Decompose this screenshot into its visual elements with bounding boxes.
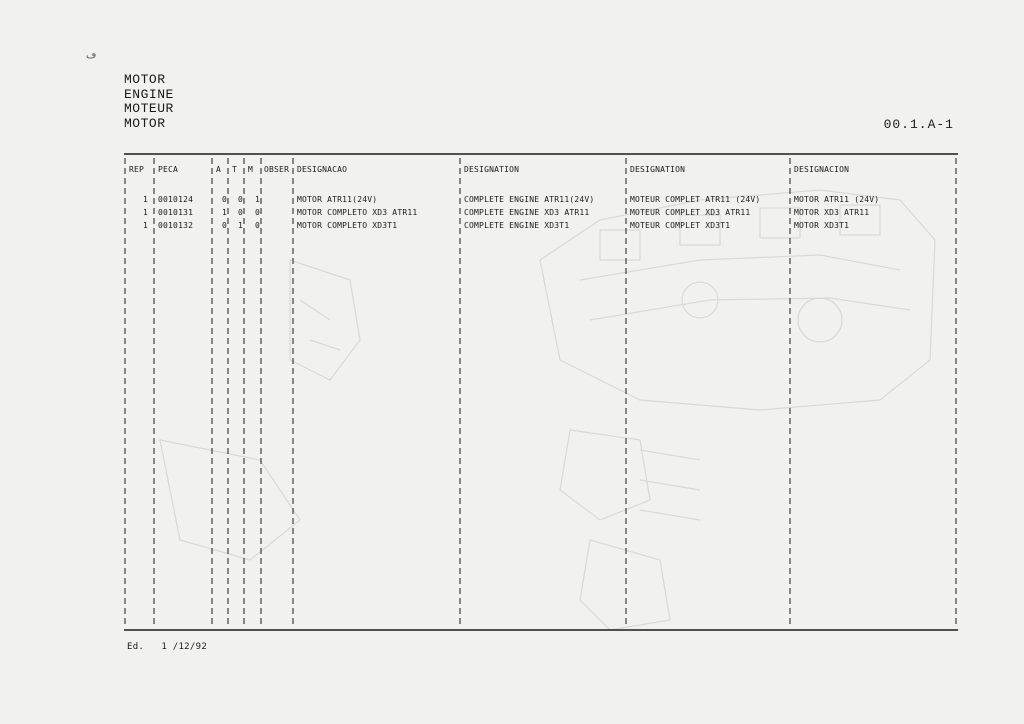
- cell-m: 0: [255, 208, 261, 217]
- cell-designacion: MOTOR ATR11 (24V): [794, 195, 880, 204]
- cell-designation-en: COMPLETE ENGINE XD3 ATR11: [464, 208, 590, 217]
- title-spanish: MOTOR: [124, 115, 166, 131]
- cell-designacion: MOTOR XD3 ATR11: [794, 208, 870, 217]
- edition-footer: [127, 642, 207, 652]
- cell-t: 0: [238, 195, 244, 204]
- title-portuguese: MOTOR: [124, 72, 166, 87]
- cell-designacao: MOTOR COMPLETO XD3T1: [297, 221, 398, 230]
- cell-designacion: MOTOR XD3T1: [794, 221, 850, 230]
- cell-rep: 1: [143, 221, 149, 230]
- cell-designation-en: COMPLETE ENGINE XD3T1: [464, 221, 570, 230]
- page-code: 00.1.A-1: [883, 117, 954, 132]
- corner-scribble: ڡ: [86, 50, 97, 61]
- col-header-a: A: [216, 165, 222, 174]
- cell-a: 0: [222, 221, 228, 230]
- cell-designation-en: COMPLETE ENGINE ATR11(24V): [464, 195, 595, 204]
- cell-designation-fr: MOTEUR COMPLET XD3T1: [630, 221, 731, 230]
- cell-peca: 0010124: [158, 195, 194, 204]
- cell-designacao: MOTOR ATR11(24V): [297, 195, 378, 204]
- title-english: ENGINE: [124, 86, 174, 102]
- col-header-designation-en: DESIGNATION: [464, 165, 520, 174]
- cell-designacao: MOTOR COMPLETO XD3 ATR11: [297, 208, 418, 217]
- cell-m: 0: [255, 221, 261, 230]
- col-header-designacion: DESIGNACION: [794, 165, 850, 174]
- cell-rep: 1: [143, 208, 149, 217]
- title-french: MOTEUR: [124, 101, 174, 116]
- edition-label: Ed.: [127, 642, 145, 652]
- col-header-t: T: [232, 165, 238, 174]
- edition-date: 1 /12/92: [161, 642, 208, 652]
- cell-t: 0: [238, 208, 244, 217]
- cell-rep: 1: [143, 195, 149, 204]
- cell-m: 1: [255, 195, 261, 204]
- cell-a: 0: [222, 195, 228, 204]
- col-header-rep: REP: [129, 165, 145, 174]
- cell-designation-fr: MOTEUR COMPLET XD3 ATR11: [630, 208, 751, 217]
- col-header-peca: PECA: [158, 165, 179, 174]
- col-header-m: M: [248, 165, 254, 174]
- cell-a: 1: [222, 208, 228, 217]
- col-header-obser: OBSER: [264, 165, 290, 174]
- col-header-designation-fr: DESIGNATION: [630, 165, 686, 174]
- cell-peca: 0010132: [158, 221, 194, 230]
- cell-t: 1: [238, 221, 244, 230]
- col-header-designacao: DESIGNACAO: [297, 165, 348, 174]
- cell-peca: 0010131: [158, 208, 194, 217]
- cell-designation-fr: MOTEUR COMPLET ATR11 (24V): [630, 195, 761, 204]
